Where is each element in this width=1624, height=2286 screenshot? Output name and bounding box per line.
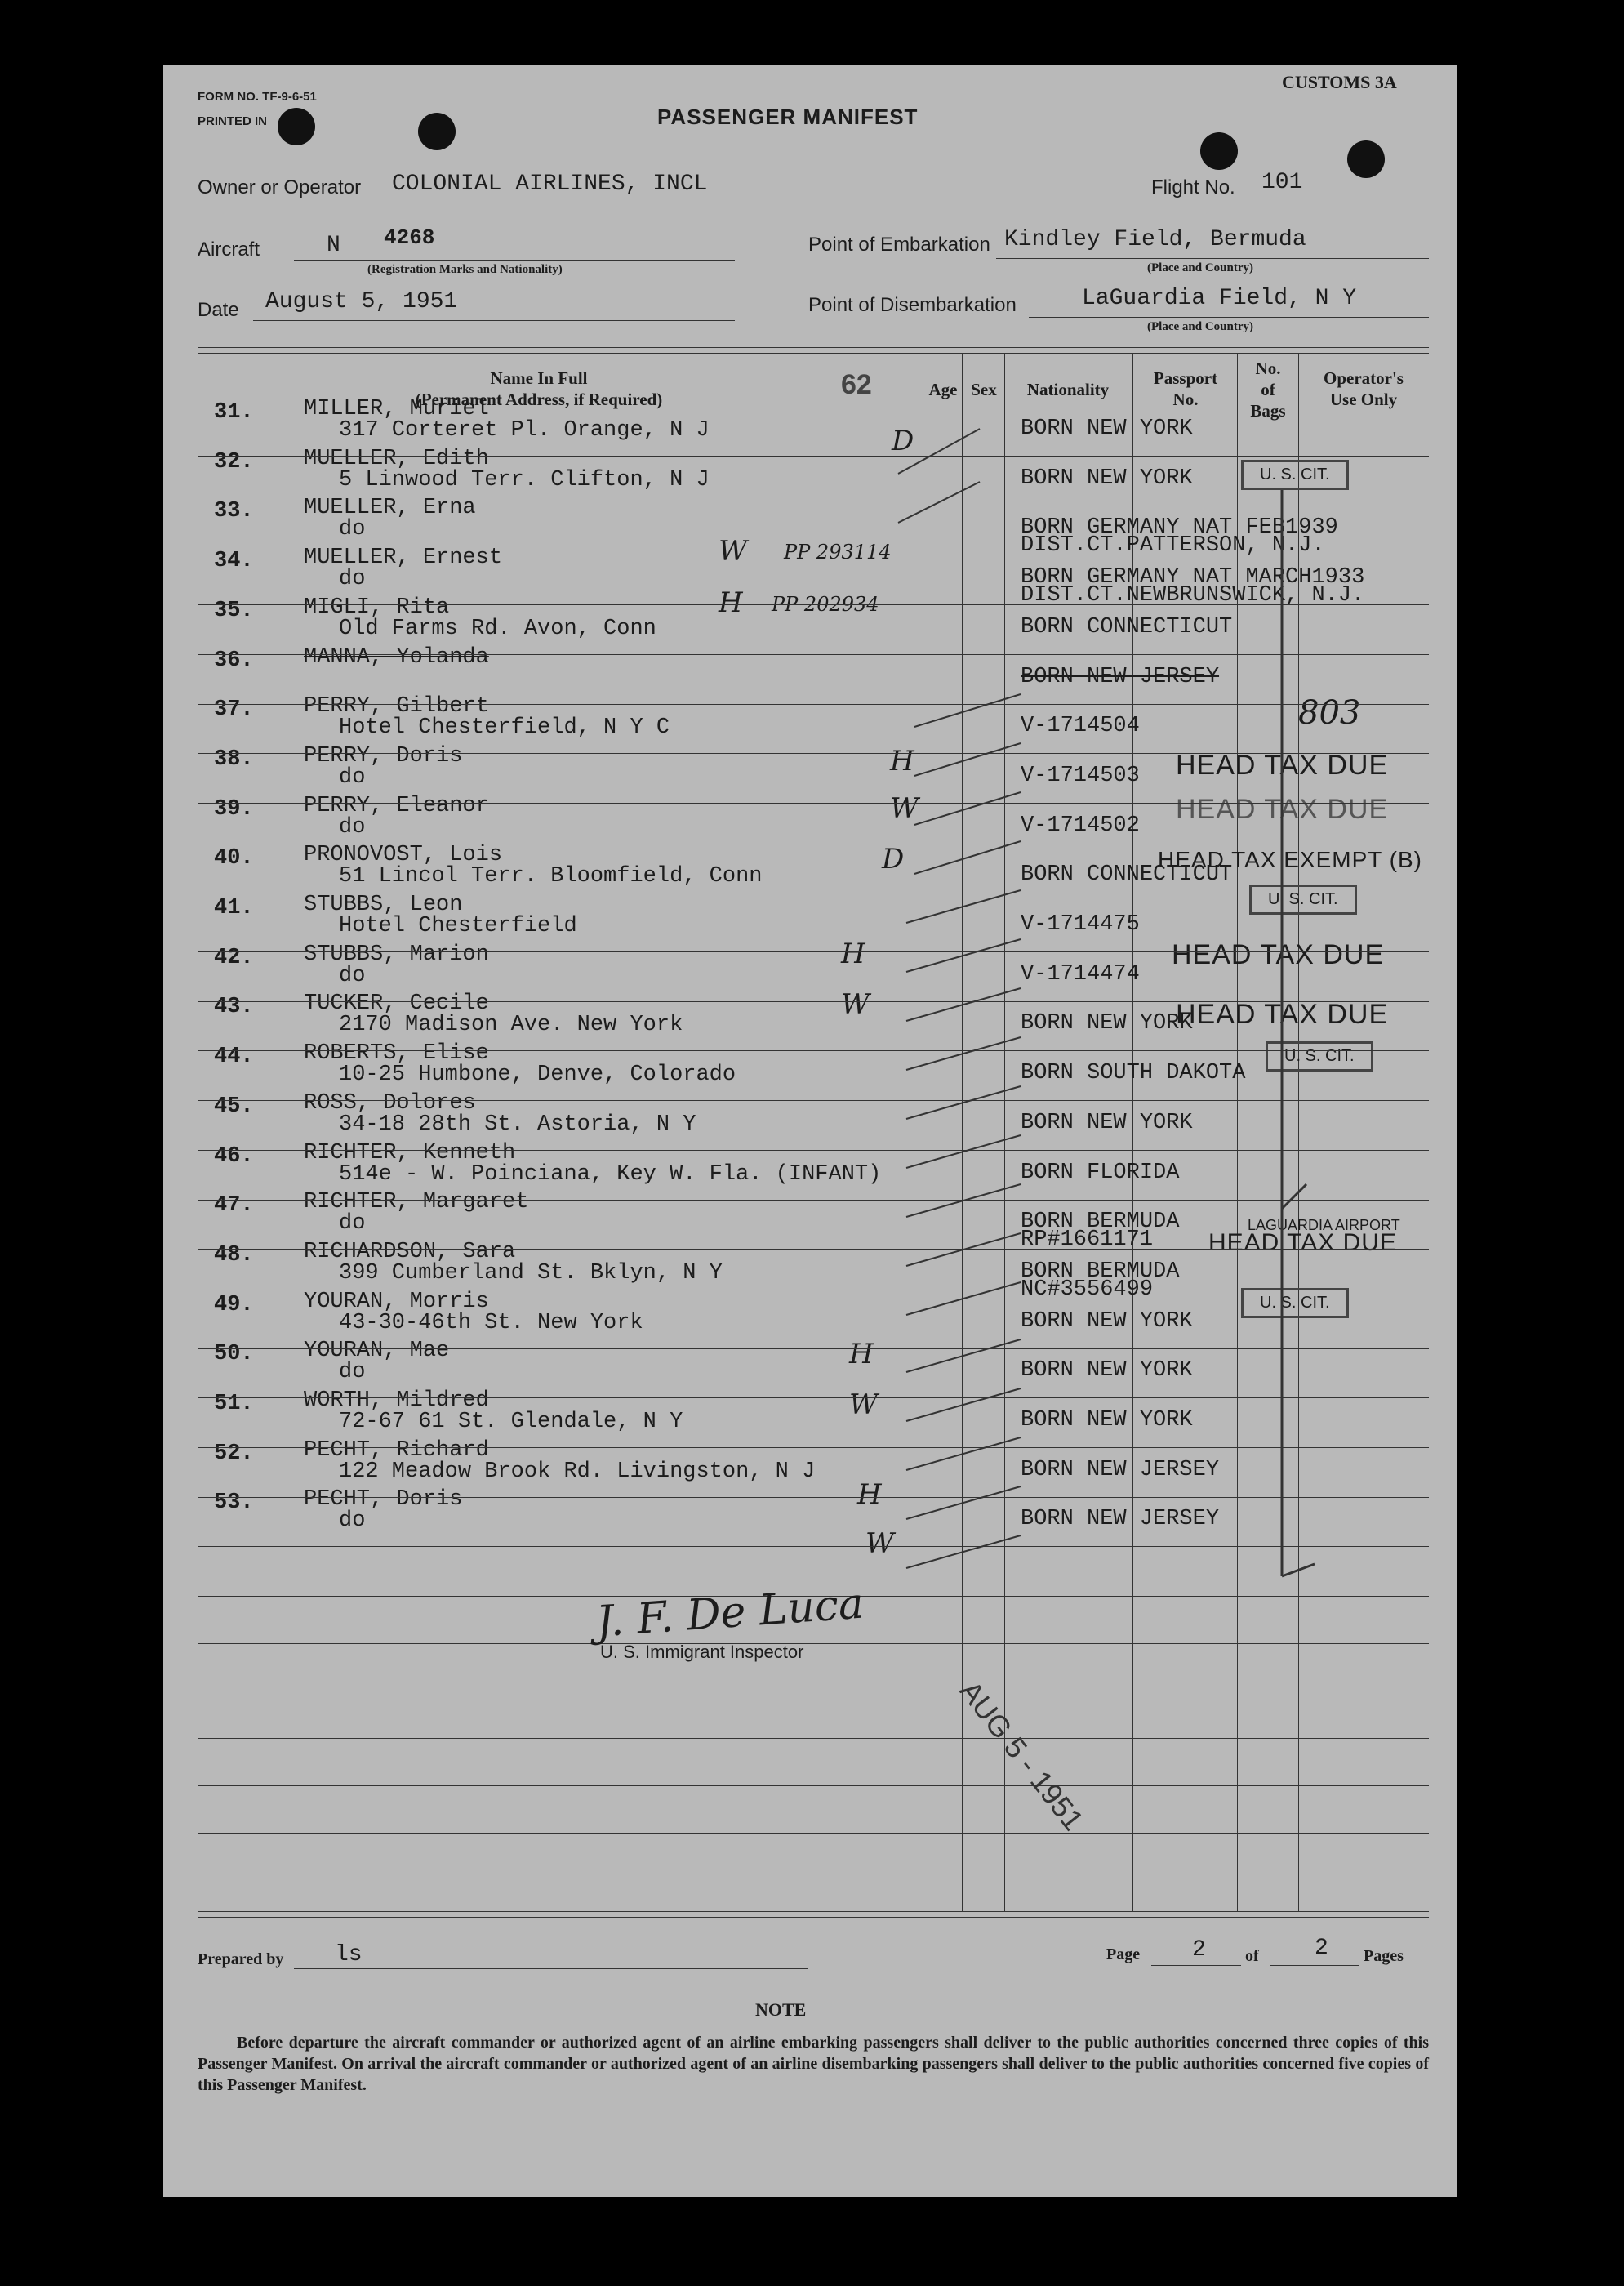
row-separator: [198, 1447, 1429, 1448]
passenger-address: Hotel Chesterfield: [339, 914, 577, 938]
us-cit-stamp: U. S. CIT.: [1241, 1288, 1349, 1318]
row-number: 34.: [214, 549, 254, 574]
nationality-detail: RP#1661171: [1021, 1228, 1154, 1253]
passenger-address: do: [339, 517, 366, 542]
nationality: BORN BERMUDA: [1021, 1259, 1180, 1284]
passenger-name: MIGLI, Rita: [304, 595, 450, 620]
nationality: BORN NEW YORK: [1021, 1308, 1193, 1334]
nationality: BORN GERMANY NAT MARCH1933: [1021, 565, 1365, 590]
sex-mark: H: [841, 938, 865, 970]
passenger-address: do: [339, 1360, 366, 1385]
row-number: 50.: [214, 1342, 254, 1367]
row-separator: [198, 1738, 1429, 1739]
manifest-page: [163, 65, 1457, 2197]
disembark-value: LaGuardia Field, N Y: [1082, 286, 1357, 311]
row-separator: [198, 753, 1429, 754]
sex-mark: H: [857, 1478, 882, 1511]
passenger-name: ROBERTS, Elise: [304, 1041, 489, 1067]
flight-label: Flight No.: [1151, 176, 1235, 198]
customs-form: CUSTOMS 3A: [1282, 72, 1397, 92]
row-number: 49.: [214, 1292, 254, 1317]
passenger-address: 72-67 61 St. Glendale, N Y: [339, 1410, 683, 1434]
nationality: BORN CONNECTICUT: [1021, 614, 1233, 639]
sex-mark: H: [890, 745, 914, 778]
row-separator: [198, 1643, 1429, 1644]
passenger-name: TUCKER, Cecile: [304, 991, 489, 1017]
passenger-name: MILLER, Muriel: [304, 397, 489, 421]
passenger-address: Old Farms Rd. Avon, Conn: [339, 616, 656, 641]
sex-mark: W: [719, 535, 747, 568]
row-number: 37.: [214, 697, 254, 723]
nationality: V-1714504: [1021, 714, 1140, 739]
nationality: BORN GERMANY NAT FEB1939: [1021, 515, 1338, 541]
passenger-address: 10-25 Humbone, Denve, Colorado: [339, 1063, 736, 1088]
passenger-address: 122 Meadow Brook Rd. Livingston, N J: [339, 1459, 816, 1484]
col-nationality-header: Nationality: [1026, 380, 1110, 399]
form-title: PASSENGER MANIFEST: [657, 105, 919, 129]
page-total: 2: [1315, 1936, 1328, 1961]
passenger-name: MUELLER, Ernest: [304, 546, 503, 571]
row-separator: [198, 604, 1429, 605]
head-tax-stamp: HEAD TAX DUE: [1208, 1229, 1397, 1256]
nationality: BORN FLORIDA: [1021, 1160, 1180, 1185]
row-number: 32.: [214, 449, 254, 475]
passenger-name: MANNA, Yolanda: [304, 644, 489, 670]
row-number: 40.: [214, 846, 254, 871]
row-separator: [198, 704, 1429, 705]
sex-mark: W: [841, 988, 870, 1021]
row-separator: [198, 1348, 1429, 1349]
nationality: BORN NEW YORK: [1021, 1011, 1193, 1036]
row-separator: [198, 1150, 1429, 1151]
aircraft-label: Aircraft: [198, 238, 260, 261]
sex-mark: W: [865, 1527, 894, 1560]
col-name-subheader: (Permanent Address, if Required): [415, 390, 663, 409]
row-number: 51.: [214, 1392, 254, 1416]
row-number: 33.: [214, 499, 254, 524]
row-separator: [198, 1001, 1429, 1002]
passenger-name: STUBBS, Marion: [304, 942, 489, 967]
row-separator: [198, 654, 1429, 655]
nationality: V-1714475: [1021, 912, 1140, 937]
date-stamp: AUG 5 - 1951: [953, 1674, 1091, 1837]
inspector-signature: J. F. De Luca: [594, 1579, 865, 1647]
passenger-address: Hotel Chesterfield, N Y C: [339, 715, 670, 741]
owner-label: Owner or Operator: [198, 176, 362, 198]
laguardia-stamp: LAGUARDIA AIRPORT: [1248, 1217, 1400, 1233]
nationality: BORN BERMUDA: [1021, 1210, 1180, 1235]
disembark-label: Point of Disembarkation: [808, 294, 1017, 316]
date-value: August 5, 1951: [265, 289, 458, 314]
embark-sub: (Place and Country): [1147, 261, 1253, 274]
col-passport-header: Passport No.: [1153, 368, 1218, 409]
sex-mark: D: [882, 843, 905, 876]
passenger-name: PERRY, Eleanor: [304, 793, 489, 818]
passenger-name: PECHT, Doris: [304, 1487, 463, 1513]
inspector-title: U. S. Immigrant Inspector: [600, 1642, 804, 1662]
nationality: BORN NEW YORK: [1021, 1110, 1193, 1135]
passenger-address: 2170 Madison Ave. New York: [339, 1013, 683, 1038]
nationality-detail: DIST.CT.NEWBRUNSWICK, N.J.: [1021, 583, 1365, 608]
passenger-address: do: [339, 764, 366, 790]
nationality-detail: NC#3556499: [1021, 1277, 1154, 1302]
row-number: 31.: [214, 400, 254, 425]
passenger-name: PERRY, Doris: [304, 743, 463, 769]
passenger-name: WORTH, Mildred: [304, 1388, 489, 1413]
note-text: Before departure the aircraft commander or authorized agent of an airline embarking passengers shall deliver to the public authorities concerned three copies of this Passenger Manifest. On arrival the aircraft commander or authorized agent of an airline disembarking passengers shall deliver to the public authorities concerned five copies of this Passenger Manifest.: [198, 2034, 1429, 2094]
form-number: FORM NO. TF-9-6-51: [198, 90, 317, 104]
check-marks: [163, 65, 1457, 2197]
row-number: 52.: [214, 1441, 254, 1466]
row-separator: [198, 1050, 1429, 1051]
sex-mark: W: [849, 1388, 878, 1421]
prepared-label: Prepared by: [198, 1950, 284, 1968]
us-cit-stamp: U. S. CIT.: [1249, 885, 1357, 915]
disembark-sub: (Place and Country): [1147, 320, 1253, 333]
nationality: BORN NEW YORK: [1021, 466, 1193, 491]
passenger-address: do: [339, 1508, 366, 1534]
flight-value: 101: [1261, 170, 1303, 195]
row-separator: [198, 1200, 1429, 1201]
col-bags-header: No. of Bags: [1250, 359, 1286, 421]
col-name-header: Name In Full: [490, 368, 588, 388]
row-separator: [198, 951, 1429, 952]
nationality: BORN NEW YORK: [1021, 1358, 1193, 1384]
passenger-address: do: [339, 1211, 366, 1237]
nationality: BORN NEW JERSEY: [1021, 1457, 1220, 1482]
nationality: BORN NEW YORK: [1021, 417, 1193, 441]
passenger-name: STUBBS, Leon: [304, 893, 463, 917]
passenger-address: 43-30-46th St. New York: [339, 1310, 643, 1335]
nationality: BORN NEW JERSEY: [1021, 1507, 1220, 1532]
us-cit-stamp: U. S. CIT.: [1266, 1041, 1373, 1072]
page-label: Page: [1106, 1945, 1141, 1963]
passenger-name: RICHTER, Margaret: [304, 1190, 529, 1215]
handwritten-code: 803: [1298, 694, 1361, 732]
row-separator: [198, 803, 1429, 804]
row-separator: [198, 1785, 1429, 1786]
row-separator: [198, 1833, 1429, 1834]
passenger-name: PRONOVOST, Lois: [304, 843, 503, 868]
passenger-address: 514e - W. Poinciana, Key W. Fla. (INFANT): [339, 1161, 882, 1187]
head-tax-stamp: HEAD TAX DUE: [1176, 999, 1389, 1030]
owner-value: COLONIAL AIRLINES, INCL: [392, 172, 708, 197]
sex-mark: H: [849, 1338, 874, 1370]
passenger-name: RICHARDSON, Sara: [304, 1239, 516, 1264]
passenger-address: 317 Corteret Pl. Orange, N J: [339, 418, 710, 443]
passenger-name: YOURAN, Mae: [304, 1339, 450, 1364]
row-separator: [198, 1546, 1429, 1547]
row-separator: [198, 1100, 1429, 1101]
of-label: of: [1245, 1947, 1259, 1965]
nationality: V-1714474: [1021, 961, 1140, 987]
embark-value: Kindley Field, Bermuda: [1004, 227, 1306, 252]
passenger-name: MUELLER, Erna: [304, 496, 476, 521]
passenger-name: PERRY, Gilbert: [304, 694, 489, 720]
row-separator: [198, 1249, 1429, 1250]
passenger-name: ROSS, Dolores: [304, 1090, 476, 1116]
passport-note: PP 202934: [772, 593, 879, 616]
head-tax-exempt-stamp: HEAD TAX EXEMPT (B): [1158, 847, 1422, 872]
row-number: 46.: [214, 1143, 254, 1169]
date-label: Date: [198, 299, 239, 321]
row-number: 35.: [214, 598, 254, 623]
sex-mark: D: [892, 425, 914, 457]
row-number: 42.: [214, 945, 254, 970]
nationality: BORN NEW JERSEY: [1021, 664, 1220, 689]
passenger-address: 51 Lincol Terr. Bloomfield, Conn: [339, 864, 763, 889]
passenger-address: do: [339, 814, 366, 840]
row-number: 38.: [214, 746, 254, 772]
row-separator: [198, 1497, 1429, 1498]
row-number: 44.: [214, 1045, 254, 1070]
printed-in: PRINTED IN: [198, 114, 268, 128]
row-number: 43.: [214, 995, 254, 1020]
pages-label: Pages: [1364, 1947, 1404, 1965]
passenger-total: 62: [841, 369, 872, 400]
col-operator-header: Operator's Use Only: [1324, 368, 1404, 409]
sex-mark: H: [719, 586, 743, 619]
col-age-header: Age: [928, 380, 958, 399]
passenger-address: do: [339, 963, 366, 988]
us-cit-stamp: U. S. CIT.: [1241, 460, 1349, 490]
head-tax-stamp: HEAD TAX DUE: [1176, 794, 1389, 825]
prepared-value: ls: [335, 1942, 363, 1967]
passenger-address: 399 Cumberland St. Bklyn, N Y: [339, 1260, 723, 1286]
aircraft-sub: (Registration Marks and Nationality): [367, 263, 563, 276]
col-sex-header: Sex: [971, 380, 997, 399]
note-title: NOTE: [755, 1999, 807, 2020]
row-number: 39.: [214, 796, 254, 822]
row-separator: [198, 1397, 1429, 1398]
nationality: V-1714503: [1021, 763, 1140, 788]
passenger-address: do: [339, 567, 366, 592]
head-tax-stamp: HEAD TAX DUE: [1172, 939, 1385, 970]
row-number: 47.: [214, 1193, 254, 1219]
aircraft-prefix: N: [327, 233, 340, 258]
nationality: BORN CONNECTICUT: [1021, 862, 1233, 888]
passenger-address: 34-18 28th St. Astoria, N Y: [339, 1112, 696, 1137]
passport-note: PP 293114: [784, 541, 892, 564]
nationality: BORN NEW YORK: [1021, 1408, 1193, 1433]
nationality: BORN SOUTH DAKOTA: [1021, 1061, 1246, 1086]
head-tax-stamp: HEAD TAX DUE: [1176, 750, 1389, 781]
row-number: 41.: [214, 896, 254, 920]
passenger-name: PECHT, Richard: [304, 1437, 489, 1463]
nationality: V-1714502: [1021, 813, 1140, 838]
passenger-address: 5 Linwood Terr. Clifton, N J: [339, 467, 710, 492]
passenger-name: MUELLER, Edith: [304, 446, 489, 471]
aircraft-value: 4268: [384, 225, 435, 250]
page-number: 2: [1192, 1937, 1206, 1963]
row-separator: [198, 456, 1429, 457]
row-number: 45.: [214, 1094, 254, 1119]
sex-mark: W: [890, 792, 919, 825]
passenger-name: YOURAN, Morris: [304, 1289, 489, 1314]
row-number: 36.: [214, 648, 254, 673]
row-number: 53.: [214, 1491, 254, 1516]
row-number: 48.: [214, 1242, 254, 1268]
embark-label: Point of Embarkation: [808, 234, 990, 256]
passenger-name: RICHTER, Kenneth: [304, 1140, 516, 1165]
nationality-detail: DIST.CT.PATTERSON, N.J.: [1021, 533, 1325, 559]
